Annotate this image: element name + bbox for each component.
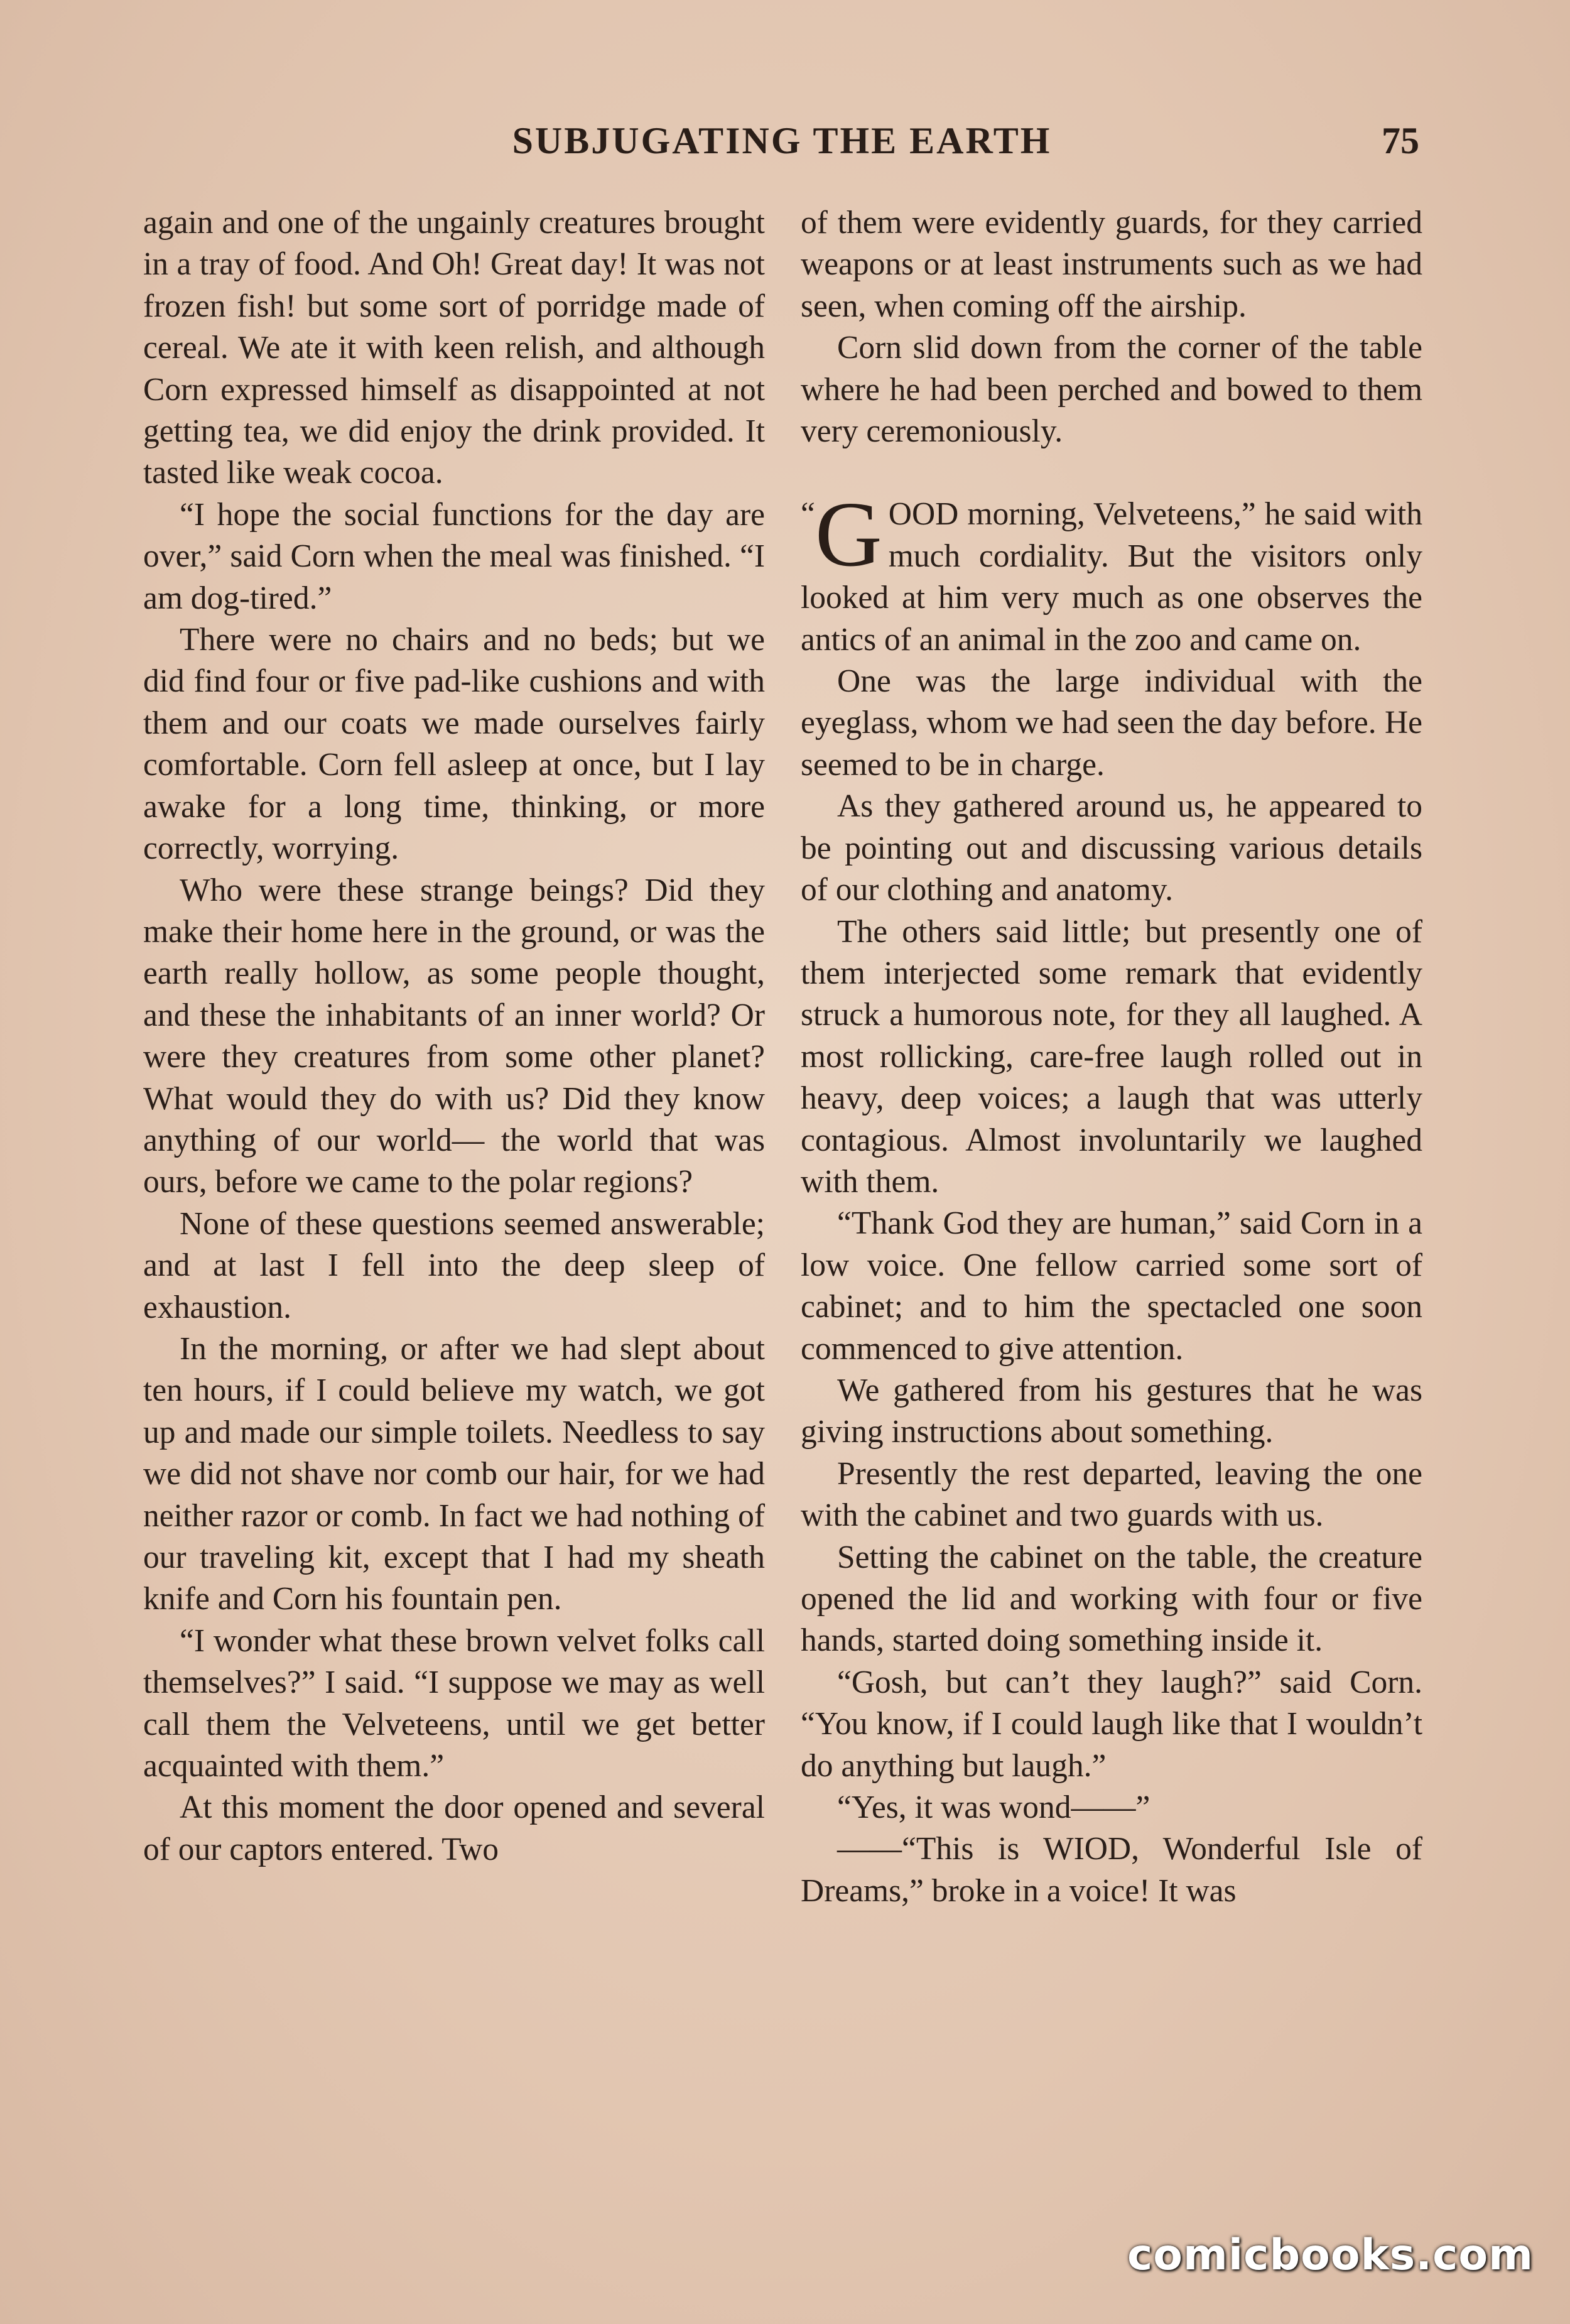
paragraph: Corn slid down from the corner of the table where he had been perched and bowed to them very ceremoniously. bbox=[801, 330, 1422, 450]
left-column bbox=[143, 202, 765, 1871]
paragraph-text: morning, Velveteens,” he said with much cordiality. But the visitors only looked at him very much as one observes the antics of an animal in the zoo and came on. bbox=[801, 496, 1422, 658]
paragraph: In the morning, or after we had slept about ten hours, if I could believe my watch, we got up and made our simple toilets. Needless to say we did not shave nor comb our hair, for we had neither razor or comb. In fact we had nothing of our traveling kit, except that I had my sheath knife and Corn his fountain pen. bbox=[143, 1330, 765, 1617]
watermark-text: comicbooks.com bbox=[1127, 2230, 1534, 2280]
paragraph: Who were these strange beings? Did they make their home here in the ground, or was the earth really hollow, as some people thought, and these the inhabitants of an inner world? Or were they creatures from some other planet? What would they do with us? Did they know anything of our world— the world that was ours, before we came to the polar regions? bbox=[143, 872, 765, 1200]
opening-quote: “ bbox=[801, 496, 815, 533]
paragraph: of them were evidently guards, for they carried weapons or at least instruments such as we had seen, when coming off the airship. bbox=[801, 205, 1422, 324]
paragraph: The others said little; but presently one of them interjected some remark that evidently struck a humorous note, for they all laughed. A most rollicking, care-free laugh rolled out in heavy, deep voices; a laugh that was utterly contagious. Almost involuntarily we laughed with them. bbox=[801, 913, 1422, 1200]
paragraph: As they gathered around us, he appeared to be pointing out and discussing various details of our clothing and anatomy. bbox=[801, 788, 1422, 908]
paragraph: Presently the rest departed, leaving the one with the cabinet and two guards with us. bbox=[801, 1455, 1422, 1534]
paragraph: “Thank God they are human,” said Corn in a low voice. One fellow carried some sort of cabinet; and to him the spectacled one soon commenced to give attention. bbox=[801, 1205, 1422, 1367]
paragraph: We gathered from his gestures that he was giving instructions about something. bbox=[801, 1372, 1422, 1450]
right-column bbox=[801, 202, 1422, 1912]
small-caps-word: OOD bbox=[888, 496, 959, 533]
paragraph: None of these questions seemed answerable; and at last I fell into the deep sleep of exhaustion. bbox=[143, 1205, 765, 1325]
page-number: 75 bbox=[1382, 120, 1419, 161]
paragraph: “I wonder what these brown velvet folks call themselves?” I said. “I suppose we may as well call them the Velveteens, until we get better acquainted with them.” bbox=[143, 1622, 765, 1784]
running-title: SUBJUGATING THE EARTH bbox=[512, 120, 1052, 161]
paragraph: One was the large individual with the eyeglass, whom we had seen the day before. He seemed to be in charge. bbox=[801, 663, 1422, 783]
dropcap-paragraph bbox=[801, 483, 1422, 661]
paragraph: ——“This is WIOD, Wonderful Isle of Dreams,” broke in a voice! It was bbox=[801, 1831, 1422, 1909]
paragraph: “I hope the social functions for the day are over,” said Corn when the meal was finished. “I am dog-tired.” bbox=[143, 496, 765, 616]
paragraph: There were no chairs and no beds; but we did find four or five pad-like cushions and with them and our coats we made ourselves fairly comfortable. Corn fell asleep at once, but I lay awake for a long time, thinking, or more correctly, worrying. bbox=[143, 622, 765, 867]
paragraph: “Gosh, but can’t they laugh?” said Corn. “You know, if I could laugh like that I wouldn’t do anything but laugh.” bbox=[801, 1664, 1422, 1784]
page-header bbox=[144, 119, 1419, 170]
paragraph: Setting the cabinet on the table, the creature opened the lid and working with four or five hands, started doing something inside it. bbox=[801, 1539, 1422, 1659]
paragraph: again and one of the ungainly creatures brought in a tray of food. And Oh! Great day! It was not frozen fish! but some sort of porridge made of cereal. We ate it with keen relish, and although Corn expressed himself as disappointed at not getting tea, we did enjoy the drink provided. It tasted like weak cocoa. bbox=[143, 205, 765, 491]
paragraph: “Yes, it was wond——” bbox=[837, 1789, 1150, 1826]
paragraph: At this moment the door opened and several of our captors entered. Two bbox=[143, 1789, 765, 1867]
drop-cap-letter: G bbox=[815, 483, 882, 587]
